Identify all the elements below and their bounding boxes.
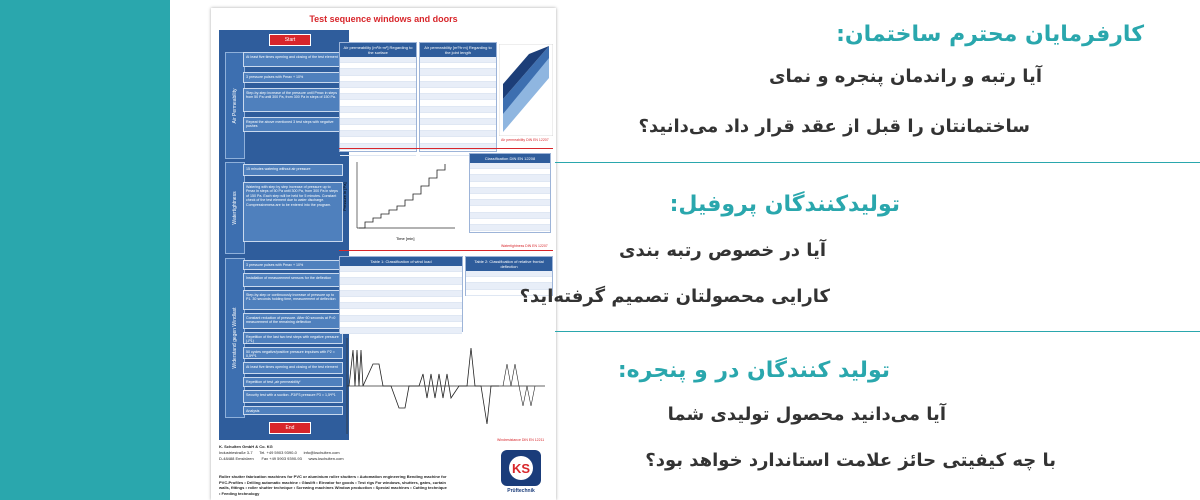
section-3-heading: تولید کنندگان در و پنجره: <box>617 358 890 383</box>
flow-step: 15 minutes watering without air pressure <box>243 164 343 176</box>
flow-step: Security test with a suction -P3/P3 pressure P3 = 1,5*P1 <box>243 390 343 403</box>
flow-step: At least five times opening and closing of the test element <box>243 52 343 67</box>
air-permeability-joint-table: Air permeability [m³/h·m] Regarding to the joint length <box>419 42 497 152</box>
pressure-x-label: Time [min] <box>396 236 415 241</box>
flow-step: Watering with step by step increase of pressure up to Pmax in steps of 50 Pa until 300 Pa, from 300 Pa in steps of 150 Pa. Each step will be held for 5 minutes. Constant check of the test element due to water discharge. Compressiveness are to be entered into the program. <box>243 182 343 242</box>
section-2-heading: تولیدکنندگان پروفیل: <box>669 192 900 217</box>
section-3-line-2: با چه کیفیتی حائز علامت استاندارد خواهد بود؟ <box>645 450 1056 471</box>
flow-step: Repetition of test „air permeability“ <box>243 377 343 387</box>
product-list: Roller shutter fabrication machines for PVC or aluminium roller shutters • Automation engineering Bending machine for PVC-Profiles • Drilling automatic machine • Glaslift • Elevator for goods • Test rigs For windows, shutters, gates, curtain walls, fittings • roller shutter technique • Screwing machines Window production • Special machines • Cutting technique • Feeding technology <box>219 474 447 496</box>
flow-step: Repetition of the last two test steps with negative pressure (-P1) <box>243 332 343 344</box>
pressure-step-chart <box>341 156 461 244</box>
flowchart-end: End <box>269 422 311 434</box>
air-permeability-class-chart <box>499 44 553 136</box>
section-1-heading: کارفرمایان محترم ساختمان: <box>836 22 1144 47</box>
address-email: info@kschulten.com <box>303 450 340 455</box>
address-fax: Fax +49 5903 9390-93 <box>261 456 302 461</box>
lane-wind-load: Widerstand gegen Windlast <box>225 258 245 418</box>
watertightness-caption: Watertightness DIN EN 12207 <box>501 244 548 248</box>
svg-text:KS: KS <box>511 461 531 476</box>
flow-step: At least five times opening and closing of the test element <box>243 362 343 374</box>
flow-step: 3 pressure pulses with Pmax + 10% <box>243 260 343 270</box>
section-divider <box>555 331 1200 332</box>
lane-watertightness: Watertightness <box>225 162 245 254</box>
wind-resistance-caption: Windresistance DIN EN 12211 <box>497 438 545 442</box>
teal-side-band <box>0 0 170 500</box>
section-1-line-2: ساختمانتان را قبل از عقد قرار داد می‌دانید؟ <box>638 116 1030 137</box>
divider <box>339 250 553 251</box>
flow-step: Step-by-step increase of the pressure until Pmax in steps from 50 Pa until 300 Pa, from 300 Pa in steps of 150 Pa. <box>243 88 343 112</box>
air-permeability-caption: Air permeability DIN EN 12207 <box>501 138 549 142</box>
flow-step: Repeat the above mentioned 3 test steps with negative pushes <box>243 117 343 132</box>
test-sequence-document <box>211 8 556 500</box>
wind-load-pressure-diagram <box>339 334 551 438</box>
address-web: www.kschulten.com <box>308 456 344 461</box>
address-street: Industriestraße 3-7 <box>219 450 253 455</box>
lane-air-permeability: Air Permeability <box>225 52 245 159</box>
flow-step: Step-by-step or continuously increase of pressure up to P1. 30 seconds holding time, measurement of deflection <box>243 290 343 310</box>
divider <box>339 148 553 149</box>
flowchart-start: Start <box>269 34 311 46</box>
section-3-line-1: آیا می‌دانید محصول تولیدی شما <box>667 404 946 425</box>
flow-step: Analysis <box>243 406 343 415</box>
logo-caption: Prüftechnik <box>507 488 535 494</box>
flow-step: 3 pressure pulses with Pmax + 10% <box>243 72 343 83</box>
wind-load-classification-table: Table 1: Classification of wind load <box>339 256 463 332</box>
ks-logo <box>499 448 543 488</box>
section-2-line-1: آیا در خصوص رتبه بندی <box>619 240 826 261</box>
pressure-y-label: Pressure in [Pa] <box>342 182 347 211</box>
flow-step: Installation of measurement sensors for the deflection <box>243 273 343 287</box>
section-1-line-1: آیا رتبه و راندمان پنجره و نمای <box>769 66 1042 87</box>
company-name: K. Schulten GmbH & Co. KG <box>219 444 273 449</box>
section-2-line-2: کارایی محصولتان تصمیم گرفته‌اید؟ <box>519 286 830 307</box>
flow-step: Constant reduction of pressure. After 60 seconds at P=0 measurement of the remaining deflection <box>243 313 343 329</box>
frontal-deflection-table: Table 2: Classification of relative frontal deflection <box>465 256 553 296</box>
air-permeability-surface-table: Air permeability [m³/h·m²] Regarding to the surface <box>339 42 417 152</box>
section-divider <box>555 162 1200 163</box>
watertightness-classification-table: Classification DIN EN 12208 <box>469 153 551 233</box>
address-phone: Tel. +49 5903 9390-0 <box>259 450 297 455</box>
flow-step: 50 cycles negative/positive pressure impulses with P2 = 0,5*P1 <box>243 347 343 359</box>
document-title: Test sequence windows and doors <box>309 14 458 24</box>
address-city: D-48488 Emsbüren <box>219 456 254 461</box>
flowchart <box>219 30 349 440</box>
company-address <box>219 444 344 462</box>
